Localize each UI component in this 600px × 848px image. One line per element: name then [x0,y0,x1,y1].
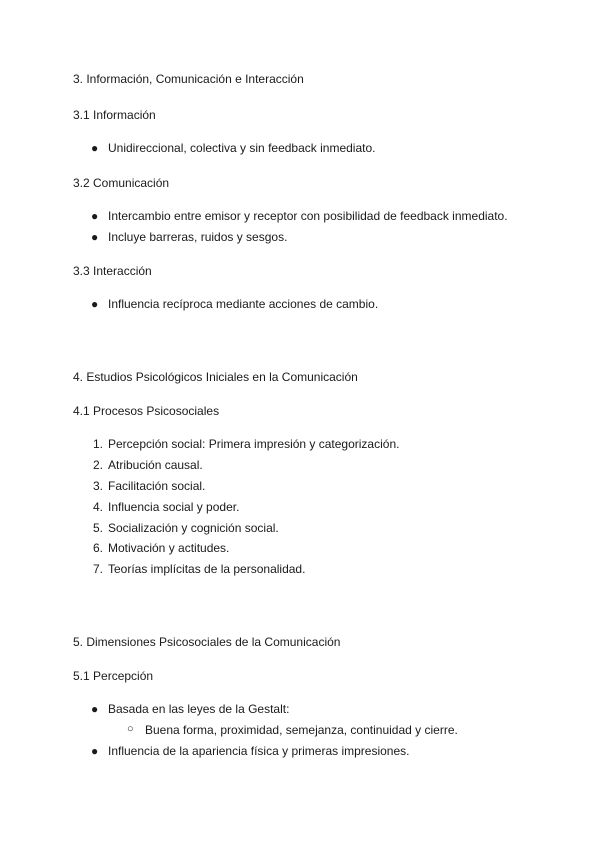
subsection-3-2-heading: 3.2 Comunicación [73,176,170,190]
section-4-heading: 4. Estudios Psicológicos Iniciales en la Comunicación [73,370,358,384]
bullet-icon: ● [91,702,99,716]
sub-list-item: Buena forma, proximidad, semejanza, continuidad y cierre. [145,723,458,737]
list-item: Facilitación social. [108,479,206,493]
list-item: Unidireccional, colectiva y sin feedback inmediato. [108,141,376,155]
bullet-icon: ● [91,297,99,311]
list-item: Socialización y cognición social. [108,521,279,535]
bullet-icon: ● [91,744,99,758]
list-item: Incluye barreras, ruidos y sesgos. [108,230,288,244]
bullet-icon: ● [91,209,99,223]
list-number: 7. [92,562,103,576]
list-item: Atribución causal. [108,458,203,472]
list-number: 6. [92,541,103,555]
list-item: Percepción social: Primera impresión y categorización. [108,437,400,451]
subsection-3-1-heading: 3.1 Información [73,108,156,122]
list-number: 2. [92,458,103,472]
list-number: 4. [92,500,103,514]
list-item: Influencia recíproca mediante acciones de cambio. [108,297,379,311]
list-item: Motivación y actitudes. [108,541,230,555]
bullet-icon: ● [91,230,99,244]
list-number: 5. [92,521,103,535]
bullet-icon: ● [91,141,99,155]
list-item: Teorías implícitas de la personalidad. [108,562,306,576]
section-5-heading: 5. Dimensiones Psicosociales de la Comunicación [73,635,341,649]
list-number: 3. [92,479,103,493]
list-item: Influencia social y poder. [108,500,240,514]
list-item: Influencia de la apariencia física y primeras impresiones. [108,744,410,758]
list-item: Intercambio entre emisor y receptor con posibilidad de feedback inmediato. [108,209,508,223]
list-number: 1. [92,437,103,451]
list-item: Basada en las leyes de la Gestalt: [108,702,290,716]
subsection-3-3-heading: 3.3 Interacción [73,264,152,278]
section-3-heading: 3. Información, Comunicación e Interacción [73,72,304,86]
subsection-4-1-heading: 4.1 Procesos Psicosociales [73,404,220,418]
subsection-5-1-heading: 5.1 Percepción [73,669,154,683]
sub-bullet-icon: ○ [127,723,134,735]
